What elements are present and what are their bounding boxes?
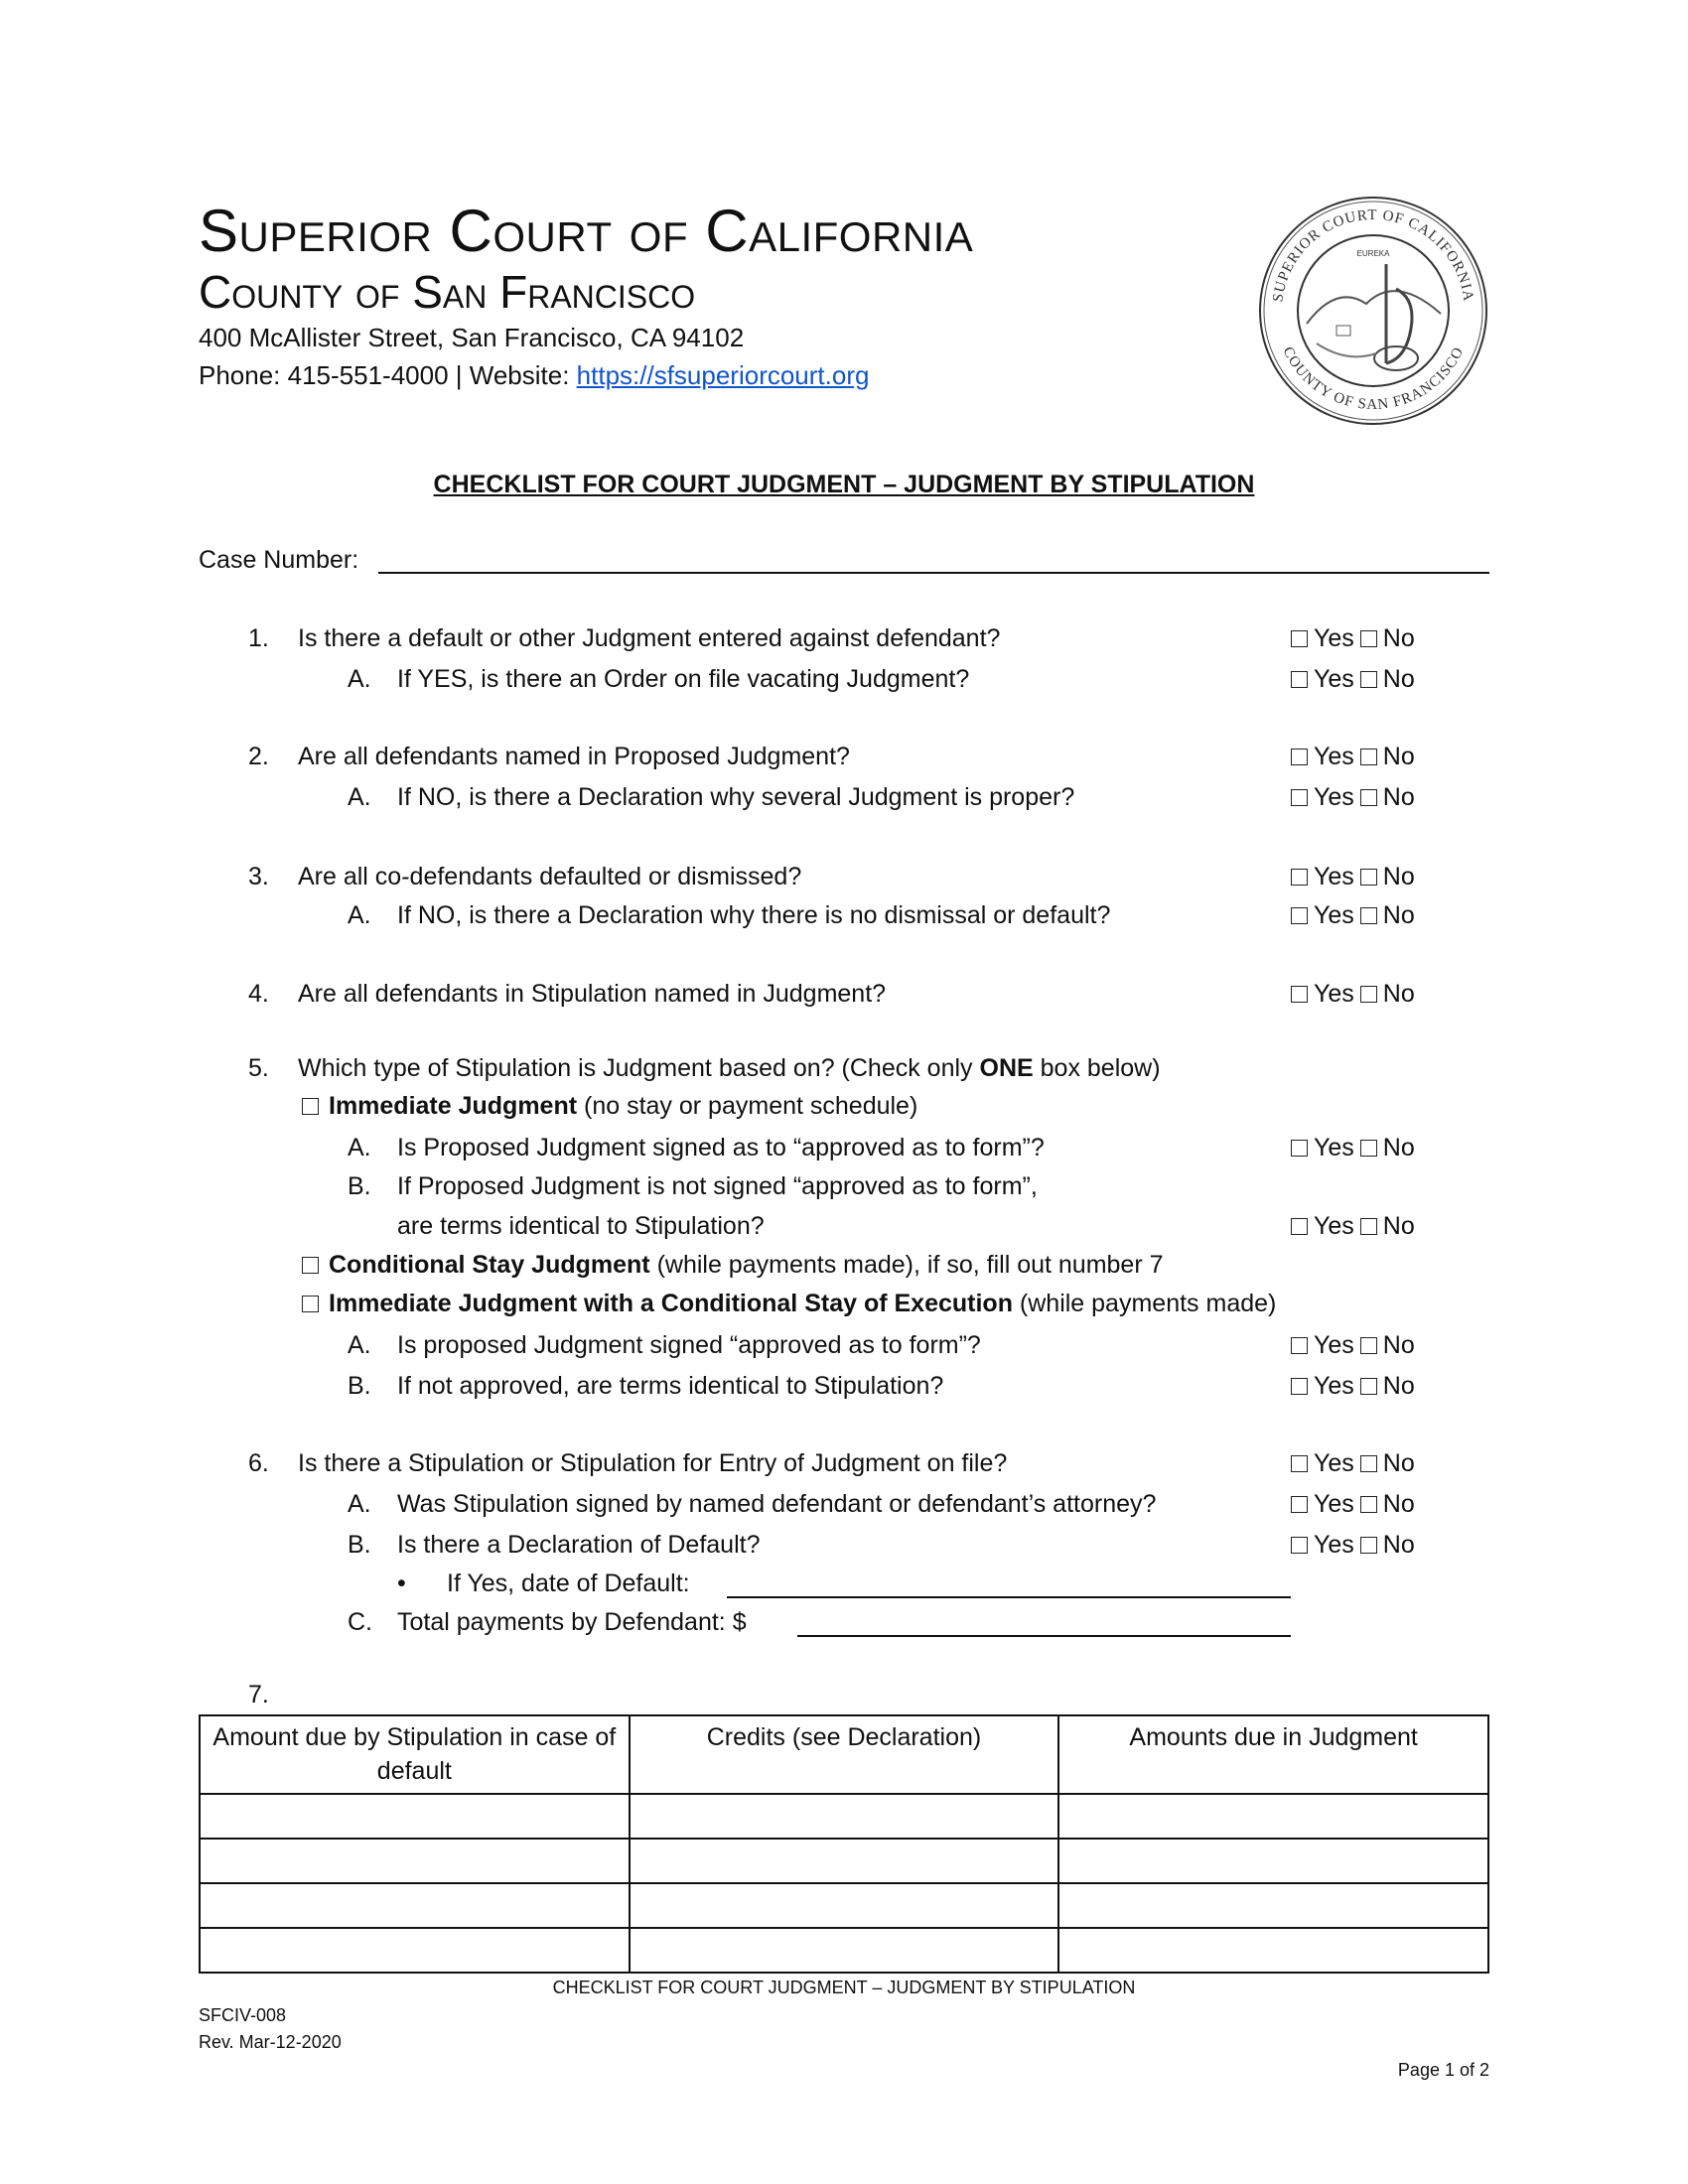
yes-label: Yes: [1314, 1449, 1354, 1477]
no-label: No: [1382, 783, 1415, 811]
table-cell[interactable]: [630, 1839, 1059, 1883]
yes-checkbox[interactable]: [1291, 1337, 1308, 1354]
court-seal-icon: [1257, 195, 1489, 427]
default-date-field[interactable]: [727, 1596, 1291, 1598]
sub-letter: A.: [348, 1490, 371, 1518]
yes-checkbox[interactable]: [1291, 986, 1308, 1003]
question-text: If NO, is there a Declaration why there is no dismissal or default?: [397, 901, 1111, 929]
yes-no-q6a: [1291, 1488, 1415, 1520]
question-text: Is proposed Judgment signed “approved as to form”?: [397, 1331, 981, 1359]
question-text: Was Stipulation signed by named defendant or defendant’s attorney?: [397, 1490, 1157, 1518]
no-label: No: [1382, 1490, 1415, 1518]
table-cell[interactable]: [1058, 1928, 1488, 1973]
no-checkbox[interactable]: [1360, 671, 1377, 688]
no-label: No: [1382, 980, 1415, 1008]
yes-no-q2: [1291, 741, 1415, 772]
phone-text: Phone: 415-551-4000 | Website:: [199, 360, 577, 390]
yes-checkbox[interactable]: [1291, 907, 1308, 924]
item-number: 7.: [248, 1681, 269, 1708]
yes-no-opt1a: [1291, 1132, 1415, 1163]
table-cell[interactable]: [200, 1839, 630, 1883]
yes-label: Yes: [1314, 1490, 1354, 1518]
yes-checkbox[interactable]: [1291, 671, 1308, 688]
case-number-field[interactable]: [378, 572, 1489, 574]
no-checkbox[interactable]: [1360, 749, 1377, 765]
svg-text:SUPERIOR COURT OF CALIFORNIA: SUPERIOR COURT OF CALIFORNIA: [1270, 206, 1477, 304]
column-header: Credits (see Declaration): [630, 1715, 1059, 1794]
yes-label: Yes: [1314, 783, 1354, 811]
sub-letter: C.: [348, 1608, 372, 1636]
yes-label: Yes: [1314, 1331, 1354, 1359]
sub-letter: A.: [348, 665, 371, 693]
no-checkbox[interactable]: [1360, 1496, 1377, 1513]
table-cell[interactable]: [630, 1928, 1059, 1973]
no-label: No: [1382, 624, 1415, 652]
item-number: 2.: [248, 743, 269, 770]
bullet-icon: •: [397, 1570, 406, 1597]
yes-label: Yes: [1314, 901, 1354, 929]
yes-checkbox[interactable]: [1291, 1140, 1308, 1157]
question-text: If not approved, are terms identical to Stipulation?: [397, 1372, 944, 1400]
yes-checkbox[interactable]: [1291, 789, 1308, 806]
sub-letter: B.: [348, 1531, 371, 1559]
table-row: [200, 1794, 1488, 1839]
table-cell[interactable]: [1058, 1839, 1488, 1883]
no-label: No: [1382, 1134, 1415, 1161]
sub-letter: B.: [348, 1172, 371, 1200]
court-name: Superior Court of California: [199, 198, 974, 264]
yes-no-opt3a: [1291, 1329, 1415, 1361]
option-checkbox[interactable]: [302, 1098, 319, 1115]
yes-no-q3: [1291, 861, 1415, 892]
sub-letter: B.: [348, 1372, 371, 1400]
no-checkbox[interactable]: [1360, 1537, 1377, 1554]
yes-label: Yes: [1314, 980, 1354, 1008]
default-date-label: If Yes, date of Default:: [447, 1570, 690, 1597]
yes-label: Yes: [1314, 743, 1354, 770]
yes-checkbox[interactable]: [1291, 749, 1308, 765]
yes-no-q6b: [1291, 1529, 1415, 1561]
table-row: [200, 1928, 1488, 1973]
column-header: Amount due by Stipulation in case of default: [200, 1715, 630, 1794]
yes-label: Yes: [1314, 1134, 1354, 1161]
yes-checkbox[interactable]: [1291, 1218, 1308, 1235]
yes-no-q4: [1291, 978, 1415, 1010]
contact-line: [199, 359, 869, 391]
no-label: No: [1382, 1212, 1415, 1240]
item-number: 1.: [248, 624, 269, 652]
sub-letter: A.: [348, 783, 371, 811]
no-checkbox[interactable]: [1360, 869, 1377, 886]
question-text: Which type of Stipulation is Judgment based on? (Check only ONE box below): [298, 1054, 1161, 1082]
total-payments-label: Total payments by Defendant: $: [397, 1608, 747, 1636]
no-label: No: [1382, 743, 1415, 770]
county-name: County of San Francisco: [199, 266, 696, 318]
no-checkbox[interactable]: [1360, 630, 1377, 647]
column-header: Amounts due in Judgment: [1058, 1715, 1488, 1794]
table-cell[interactable]: [630, 1883, 1059, 1928]
page-number: Page 1 of 2: [1397, 2060, 1489, 2080]
table-row: [200, 1839, 1488, 1883]
question-text: Is there a Stipulation or Stipulation for Entry of Judgment on file?: [298, 1449, 1008, 1477]
svg-text:EUREKA: EUREKA: [1356, 249, 1390, 258]
no-checkbox[interactable]: [1360, 1455, 1377, 1472]
yes-no-opt1b: [1291, 1210, 1415, 1242]
no-checkbox[interactable]: [1360, 1140, 1377, 1157]
yes-label: Yes: [1314, 624, 1354, 652]
no-checkbox[interactable]: [1360, 1378, 1377, 1395]
no-label: No: [1382, 863, 1415, 890]
sub-letter: A.: [348, 901, 371, 929]
no-checkbox[interactable]: [1360, 986, 1377, 1003]
question-text: If NO, is there a Declaration why several Judgment is proper?: [397, 783, 1075, 811]
yes-label: Yes: [1314, 1212, 1354, 1240]
yes-no-q2a: [1291, 781, 1415, 813]
sub-letter: A.: [348, 1331, 371, 1359]
form-id: SFCIV-008: [199, 2005, 287, 2025]
no-label: No: [1382, 1372, 1415, 1400]
question-text: are terms identical to Stipulation?: [397, 1212, 765, 1240]
court-address: 400 McAllister Street, San Francisco, CA 94102: [199, 323, 745, 352]
option-conditional-stay[interactable]: Conditional Stay Judgment (while payments made), if so, fill out number 7: [302, 1249, 1164, 1281]
table-cell[interactable]: [1058, 1883, 1488, 1928]
question-text: Is there a Declaration of Default?: [397, 1531, 761, 1559]
no-label: No: [1382, 665, 1415, 693]
yes-no-opt3b: [1291, 1370, 1415, 1402]
yes-checkbox[interactable]: [1291, 1378, 1308, 1395]
yes-label: Yes: [1314, 665, 1354, 693]
total-payments-field[interactable]: [797, 1635, 1291, 1637]
question-text: If Proposed Judgment is not signed “approved as to form”,: [397, 1172, 1038, 1200]
form-title: CHECKLIST FOR COURT JUDGMENT – JUDGMENT BY STIPULATION: [433, 471, 1255, 498]
no-checkbox[interactable]: [1360, 789, 1377, 806]
yes-checkbox[interactable]: [1291, 869, 1308, 886]
item-number: 3.: [248, 863, 269, 890]
question-text: Is there a default or other Judgment entered against defendant?: [298, 624, 1001, 652]
yes-checkbox[interactable]: [1291, 1537, 1308, 1554]
question-text: If YES, is there an Order on file vacating Judgment?: [397, 665, 970, 693]
no-label: No: [1382, 1449, 1415, 1477]
no-label: No: [1382, 1331, 1415, 1359]
yes-label: Yes: [1314, 863, 1354, 890]
item-number: 5.: [248, 1054, 269, 1082]
yes-no-q1: [1291, 622, 1415, 654]
option-immediate-with-stay[interactable]: Immediate Judgment with a Conditional Stay of Execution (while payments made): [302, 1288, 1276, 1319]
svg-text:COUNTY OF SAN FRANCISCO: COUNTY OF SAN FRANCISCO: [1279, 343, 1468, 414]
revision-date: Rev. Mar-12-2020: [199, 2032, 342, 2052]
question-text: Are all co-defendants defaulted or dismissed?: [298, 863, 802, 890]
no-label: No: [1382, 1531, 1415, 1559]
footer-title: CHECKLIST FOR COURT JUDGMENT – JUDGMENT BY STIPULATION: [552, 1978, 1136, 1997]
table-cell[interactable]: [200, 1794, 630, 1839]
website-link[interactable]: https://sfsuperiorcourt.org: [576, 360, 870, 390]
no-checkbox[interactable]: [1360, 1337, 1377, 1354]
table-cell[interactable]: [200, 1883, 630, 1928]
no-label: No: [1382, 901, 1415, 929]
yes-label: Yes: [1314, 1372, 1354, 1400]
no-checkbox[interactable]: [1360, 1218, 1377, 1235]
item-number: 6.: [248, 1449, 269, 1477]
yes-no-q1a: [1291, 663, 1415, 695]
question-text: Is Proposed Judgment signed as to “approved as to form”?: [397, 1134, 1045, 1161]
table-cell[interactable]: [1058, 1794, 1488, 1839]
yes-label: Yes: [1314, 1531, 1354, 1559]
sub-letter: A.: [348, 1134, 371, 1161]
yes-checkbox[interactable]: [1291, 1455, 1308, 1472]
item-number: 4.: [248, 980, 269, 1008]
question-text: Are all defendants in Stipulation named in Judgment?: [298, 980, 887, 1008]
yes-no-q6: [1291, 1447, 1415, 1479]
yes-checkbox[interactable]: [1291, 1496, 1308, 1513]
option-checkbox[interactable]: [302, 1257, 319, 1274]
question-text: Are all defendants named in Proposed Judgment?: [298, 743, 850, 770]
payment-table: [199, 1714, 1489, 1974]
option-checkbox[interactable]: [302, 1296, 319, 1312]
no-checkbox[interactable]: [1360, 907, 1377, 924]
option-immediate-judgment[interactable]: Immediate Judgment (no stay or payment schedule): [302, 1090, 917, 1122]
case-number-label: Case Number:: [199, 546, 359, 574]
table-cell[interactable]: [200, 1928, 630, 1973]
table-cell[interactable]: [630, 1794, 1059, 1839]
yes-checkbox[interactable]: [1291, 630, 1308, 647]
table-row: [200, 1883, 1488, 1928]
yes-no-q3a: [1291, 899, 1415, 931]
